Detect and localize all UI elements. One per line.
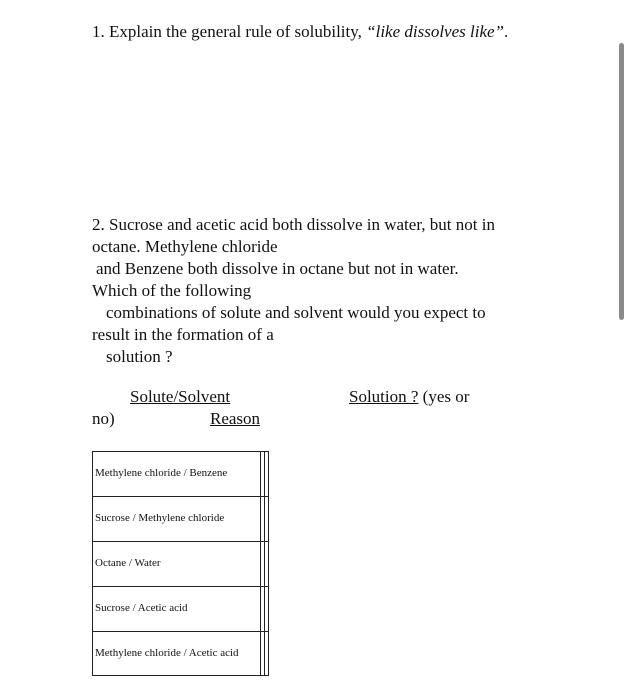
question-2-line-4: Which of the following: [92, 281, 252, 300]
table-row: [92, 586, 269, 631]
question-2-line-7: solution ?: [106, 347, 173, 366]
table-divider: [260, 496, 261, 542]
table-divider: [260, 631, 261, 676]
question-1-text: 1. Explain the general rule of solubility,: [92, 22, 367, 41]
table-divider: [260, 586, 261, 632]
question-2-line-6: result in the formation of a: [92, 325, 274, 344]
table-divider: [260, 451, 261, 497]
header-solution-wrap: no): [92, 409, 115, 428]
header-solution: [349, 387, 469, 407]
table-divider: [264, 631, 265, 676]
question-1: [92, 20, 522, 43]
header-solution-label: Solution ?: [349, 387, 419, 406]
header-solute-solvent: Solute/Solvent: [130, 387, 231, 406]
table-cell-pair: Methylene chloride / Acetic acid: [95, 647, 239, 659]
table-cell-pair: Octane / Water: [95, 557, 161, 569]
question-2-line-3: and Benzene both dissolve in octane but not in water.: [96, 259, 459, 278]
table-divider: [264, 541, 265, 587]
question-2: [92, 214, 562, 368]
table-row: [92, 496, 269, 541]
question-1-end: .: [504, 22, 509, 41]
table-row: [92, 451, 269, 496]
table-divider: [260, 541, 261, 587]
table-divider: [264, 451, 265, 497]
header-solution-rest: (yes or: [418, 387, 470, 406]
question-2-line-2: octane. Methylene chloride: [92, 237, 278, 256]
vertical-scrollbar[interactable]: [619, 43, 624, 320]
table-cell-pair: Sucrose / Methylene chloride: [95, 512, 225, 524]
question-1-quote: “like dissolves like”: [366, 22, 505, 41]
table-divider: [264, 496, 265, 542]
solute-solvent-table: [92, 451, 269, 676]
question-2-line-5: combinations of solute and solvent would you expect to: [106, 303, 486, 322]
table-cell-pair: Sucrose / Acetic acid: [95, 602, 188, 614]
table-cell-pair: Methylene chloride / Benzene: [95, 467, 228, 479]
table-divider: [264, 586, 265, 632]
table-row: [92, 541, 269, 586]
table-row: [92, 631, 269, 676]
question-2-line-1: 2. Sucrose and acetic acid both dissolve in water, but not in: [92, 215, 495, 234]
header-reason: Reason: [210, 409, 261, 428]
